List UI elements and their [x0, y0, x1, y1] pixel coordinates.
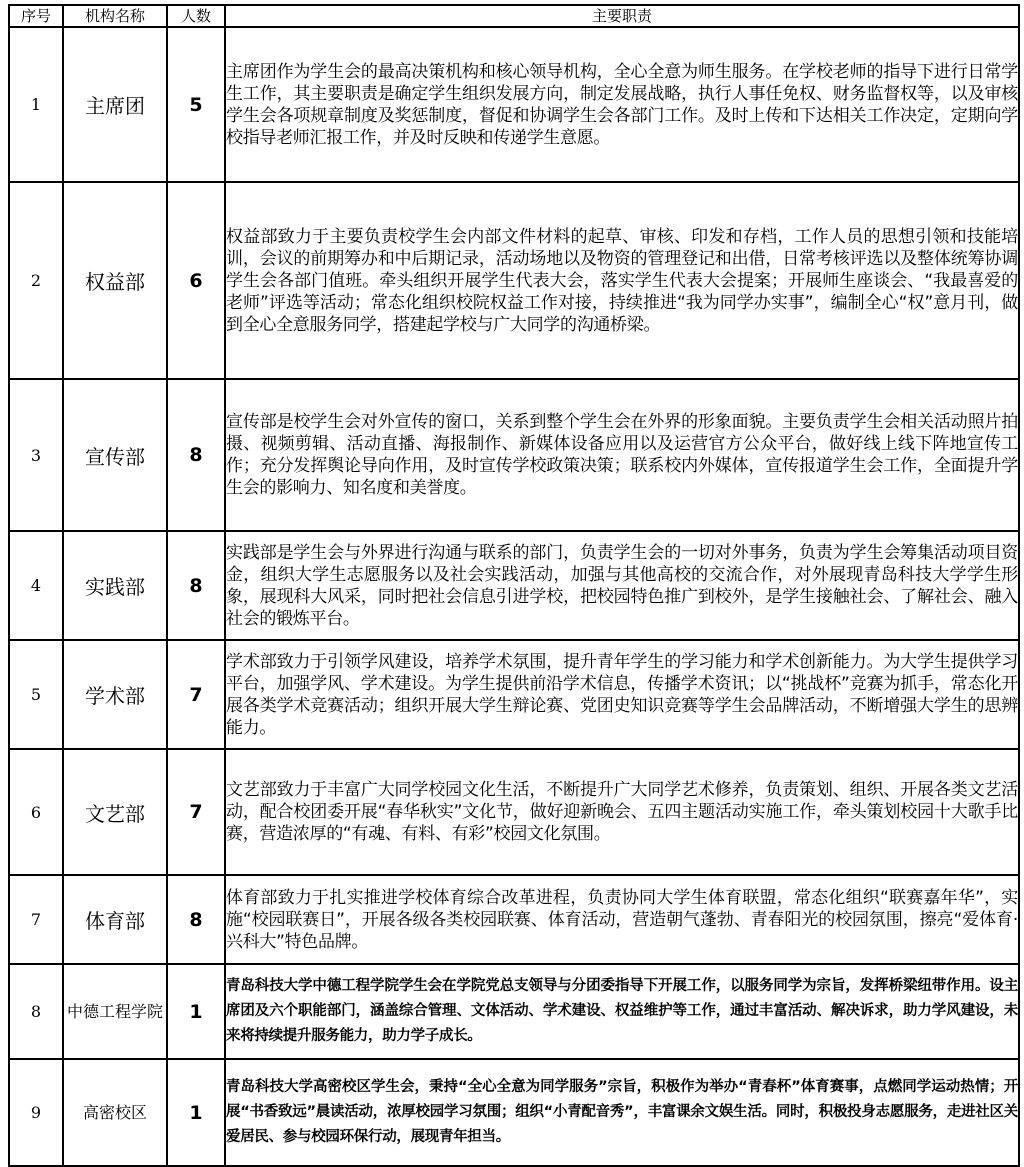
row-duty: 主席团作为学生会的最高决策机构和核心领导机构，全心全意为师生服务。在学校老师的指导下进行日常学生工作，其主要职责是确定学生组织发展方向，制定发展战略，执行人事任免权、财务监督权等，以及审核学生会各项规章制度及奖惩制度，督促和协调学生会各部门工作。及时上传和下达相关工作决定，定期向学校指导老师汇报工作，并及时反映和传递学生意愿。 [225, 27, 1019, 182]
row-name: 体育部 [63, 875, 167, 964]
row-name: 中德工程学院 [63, 964, 167, 1059]
table-row [9, 875, 1019, 964]
row-name: 权益部 [63, 182, 167, 379]
row-seq: 3 [9, 379, 63, 531]
table-row [9, 640, 1019, 749]
header-row [9, 5, 1019, 27]
header-duty: 主要职责 [225, 5, 1019, 27]
row-count: 6 [167, 182, 225, 379]
row-duty: 实践部是学生会与外界进行沟通与联系的部门，负责学生会的一切对外事务，负责为学生会筹集活动项目资金，组织大学生志愿服务以及社会实践活动，加强与其他高校的交流合作，对外展现青岛科技大学学生形象，展现科大风采，同时把社会信息引进学校，把校园特色推广到校外，是学生接触社会、了解社会、融入社会的锻炼平台。 [225, 531, 1019, 640]
row-count: 1 [167, 1059, 225, 1166]
table-row [9, 182, 1019, 379]
row-name: 学术部 [63, 640, 167, 749]
header-seq: 序号 [9, 5, 63, 27]
row-seq: 1 [9, 27, 63, 182]
header-count: 人数 [167, 5, 225, 27]
row-seq: 6 [9, 749, 63, 875]
row-seq: 8 [9, 964, 63, 1059]
row-name: 主席团 [63, 27, 167, 182]
row-duty: 青岛科技大学中德工程学院学生会在学院党总支领导与分团委指导下开展工作，以服务同学为宗旨，发挥桥梁纽带作用。设主席团及六个职能部门，涵盖综合管理、文体活动、学术建设、权益维护等工作，通过丰富活动、解决诉求，助力学风建设，未来将持续提升服务能力，助力学子成长。 [225, 964, 1019, 1059]
row-duty: 青岛科技大学高密校区学生会，秉持“全心全意为同学服务”宗旨，积极作为举办“青春杯”体育赛事，点燃同学运动热情；开展“书香致远”晨读活动，浓厚校园学习氛围；组织“小青配音秀”，丰富课余文娱生活。同时，积极投身志愿服务，走进社区关爱居民、参与校园环保行动，展现青年担当。 [225, 1059, 1019, 1166]
row-duty: 宣传部是校学生会对外宣传的窗口，关系到整个学生会在外界的形象面貌。主要负责学生会相关活动照片拍摄、视频剪辑、活动直播、海报制作、新媒体设备应用以及运营官方公众平台，做好线上线下阵地宣传工作；充分发挥舆论导向作用，及时宣传学校政策决策；联系校内外媒体，宣传报道学生会工作，全面提升学生会的影响力、知名度和美誉度。 [225, 379, 1019, 531]
row-name: 文艺部 [63, 749, 167, 875]
row-name: 高密校区 [63, 1059, 167, 1166]
table-row [9, 27, 1019, 182]
row-name: 宣传部 [63, 379, 167, 531]
org-table-container [8, 4, 1020, 1167]
row-seq: 7 [9, 875, 63, 964]
table-row [9, 379, 1019, 531]
row-duty: 学术部致力于引领学风建设，培养学术氛围，提升青年学生的学习能力和学术创新能力。为大学生提供学习平台，加强学风、学术建设。为学生提供前沿学术信息，传播学术资讯；以“挑战杯”竞赛为抓手，常态化开展各类学术竞赛活动；组织开展大学生辩论赛、党团史知识竞赛等学生会品牌活动，不断增强大学生的思辨能力。 [225, 640, 1019, 749]
table-row [9, 1059, 1019, 1166]
row-duty: 体育部致力于扎实推进学校体育综合改革进程，负责协同大学生体育联盟，常态化组织“联赛嘉年华”，实施“校园联赛日”，开展各级各类校园联赛、体育活动，营造朝气蓬勃、青春阳光的校园氛围，擦亮“爱体育·兴科大”特色品牌。 [225, 875, 1019, 964]
row-seq: 2 [9, 182, 63, 379]
student-union-table [8, 4, 1020, 1167]
table-row [9, 964, 1019, 1059]
row-count: 5 [167, 27, 225, 182]
row-duty: 文艺部致力于丰富广大同学校园文化生活，不断提升广大同学艺术修养，负责策划、组织、开展各类文艺活动，配合校团委开展“春华秋实”文化节，做好迎新晚会、五四主题活动实施工作，牵头策划校园十大歌手比赛，营造浓厚的“有魂、有料、有彩”校园文化氛围。 [225, 749, 1019, 875]
row-duty: 权益部致力于主要负责校学生会内部文件材料的起草、审核、印发和存档，工作人员的思想引领和技能培训，会议的前期筹办和中后期记录，活动场地以及物资的管理登记和出借，日常考核评选以及整体统筹协调学生会各部门值班。牵头组织开展学生代表大会，落实学生代表大会提案；开展师生座谈会、“我最喜爱的老师”评选等活动；常态化组织校院权益工作对接，持续推进“我为同学办实事”，编制全心“权”意月刊，做到全心全意服务同学，搭建起学校与广大同学的沟通桥梁。 [225, 182, 1019, 379]
row-seq: 4 [9, 531, 63, 640]
row-count: 8 [167, 531, 225, 640]
table-row [9, 749, 1019, 875]
row-seq: 9 [9, 1059, 63, 1166]
header-name: 机构名称 [63, 5, 167, 27]
row-count: 1 [167, 964, 225, 1059]
row-count: 7 [167, 749, 225, 875]
row-seq: 5 [9, 640, 63, 749]
row-count: 7 [167, 640, 225, 749]
row-count: 8 [167, 379, 225, 531]
table-row [9, 531, 1019, 640]
row-count: 8 [167, 875, 225, 964]
row-name: 实践部 [63, 531, 167, 640]
